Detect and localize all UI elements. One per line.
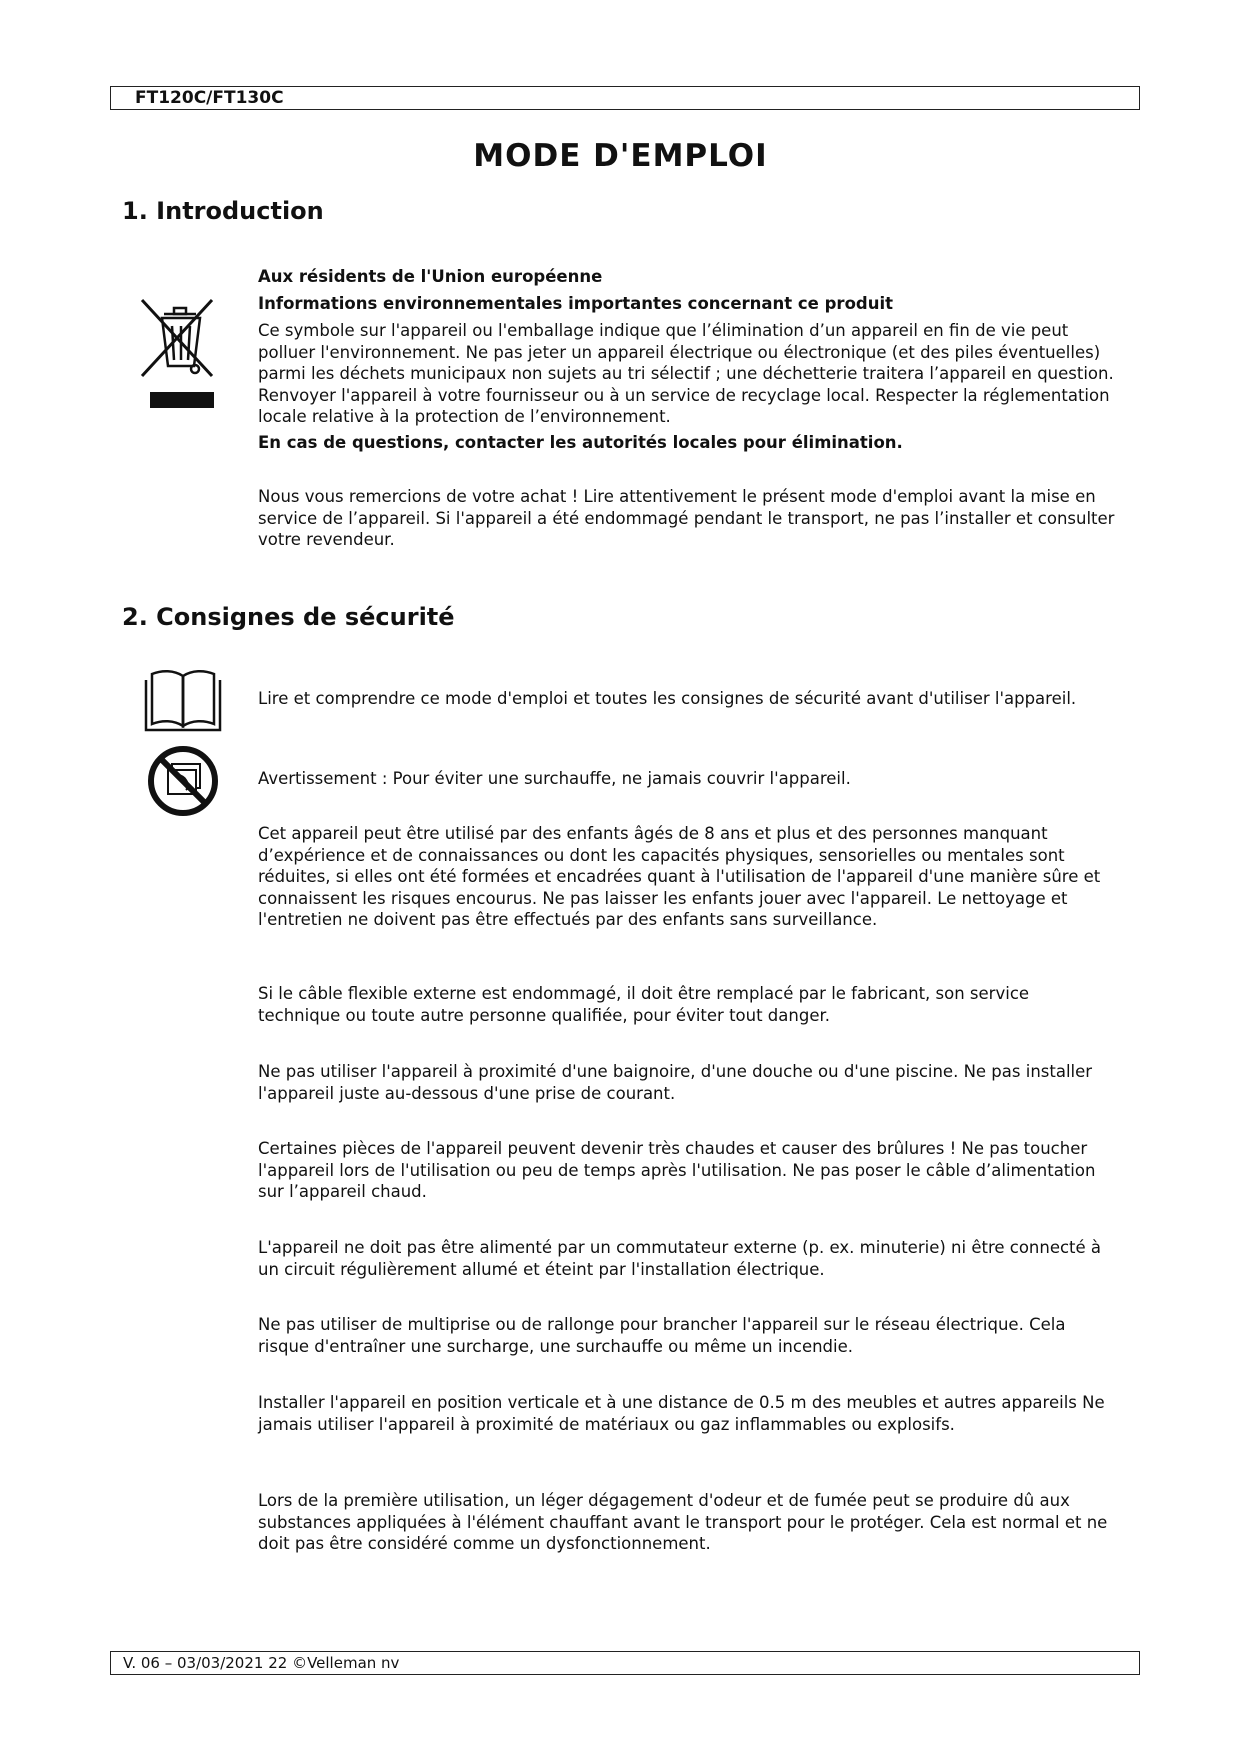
questions-text: En cas de questions, contacter les autorités locales pour élimination. [258, 433, 903, 452]
children-paragraph: Cet appareil peut être utilisé par des enfants âgés de 8 ans et plus et des personnes manquant d’expérience et de connaissances ou dont les capacités physiques, sensorielles ou mentales sont réduites, si elles ont été formées et encadrées quant à l'utilisation de l'appareil d'une manière sûre et connaissent les risques encourus. Ne pas laisser les enfants jouer avec l'appareil. Le nettoyage et l'entretien ne doivent pas être effectués par des enfants sans surveillance. [258, 824, 1101, 929]
do-not-cover-icon [146, 744, 220, 818]
env-info-body: Ce symbole sur l'appareil ou l'emballage indique que l’élimination d’un appareil en fin de vie peut polluer l'environnement. Ne pas jeter un appareil électrique ou électronique (et des piles éventuelles) parmi les déchets municipaux non sujets au tri sélectif ; une déchetterie traitera l’appareil en question. Renvoyer l'appareil à votre fournisseur ou à un service de recyclage local. Respecter la réglementation locale relative à la protection de l’environnement. [258, 321, 1114, 426]
eu-residents-heading: Aux résidents de l'Union européenne [258, 267, 603, 286]
hot-parts-paragraph: Certaines pièces de l'appareil peuvent devenir très chaudes et causer des brûlures ! Ne pas toucher l'appareil lors de l'utilisation ou peu de temps après l'utilisation. Ne pas poser le câble d’alimentation sur l’appareil chaud. [258, 1139, 1096, 1201]
position-paragraph: Installer l'appareil en position verticale et à une distance de 0.5 m des meubles et autres appareils Ne jamais utiliser l'appareil à proximité de matériaux ou gaz inflammables ou explosifs. [258, 1393, 1105, 1434]
first-use-paragraph: Lors de la première utilisation, un léger dégagement d'odeur et de fumée peut se produire dû aux substances appliquées à l'élément chauffant avant le transport pour le protéger. Cela est normal et ne doit pas être considéré comme un dysfonctionnement. [258, 1491, 1108, 1553]
bathroom-paragraph: Ne pas utiliser l'appareil à proximité d'une baignoire, d'une douche ou d'une piscine. Ne pas installer l'appareil juste au-dessous d'une prise de courant. [258, 1062, 1093, 1103]
footer: V. 06 – 03/03/2021 22 ©Velleman nv [110, 1651, 1140, 1675]
section-heading-introduction: 1. Introduction [122, 197, 324, 225]
thanks-paragraph: Nous vous remercions de votre achat ! Lire attentivement le présent mode d'emploi avant la mise en service de l’appareil. Si l'appareil a été endommagé pendant le transport, ne pas l’installer et consulter votre revendeur. [258, 487, 1115, 549]
multiplug-paragraph: Ne pas utiliser de multiprise ou de rallonge pour brancher l'appareil sur le réseau électrique. Cela risque d'entraîner une surcharge, une surchauffe ou même un incendie. [258, 1315, 1066, 1356]
section-heading-safety: 2. Consignes de sécurité [122, 603, 455, 631]
read-manual-text: Lire et comprendre ce mode d'emploi et toutes les consignes de sécurité avant d'utiliser l'appareil. [258, 689, 1077, 708]
crossed-out-bin-icon [138, 296, 222, 414]
env-info-title: Informations environnementales importantes concernant ce produit [258, 294, 894, 313]
warning-cover-text: Avertissement : Pour éviter une surchauffe, ne jamais couvrir l'appareil. [258, 769, 851, 788]
cable-paragraph: Si le câble flexible externe est endommagé, il doit être remplacé par le fabricant, son service technique ou toute autre personne qualifiée, pour éviter tout danger. [258, 984, 1030, 1025]
page-title: MODE D'EMPLOI [473, 138, 768, 174]
timer-paragraph: L'appareil ne doit pas être alimenté par un commutateur externe (p. ex. minuterie) ni être connecté à un circuit régulièrement allumé et éteint par l'installation électrique. [258, 1238, 1102, 1279]
open-book-icon [142, 668, 224, 732]
header-model: FT120C/FT130C [110, 86, 1140, 110]
